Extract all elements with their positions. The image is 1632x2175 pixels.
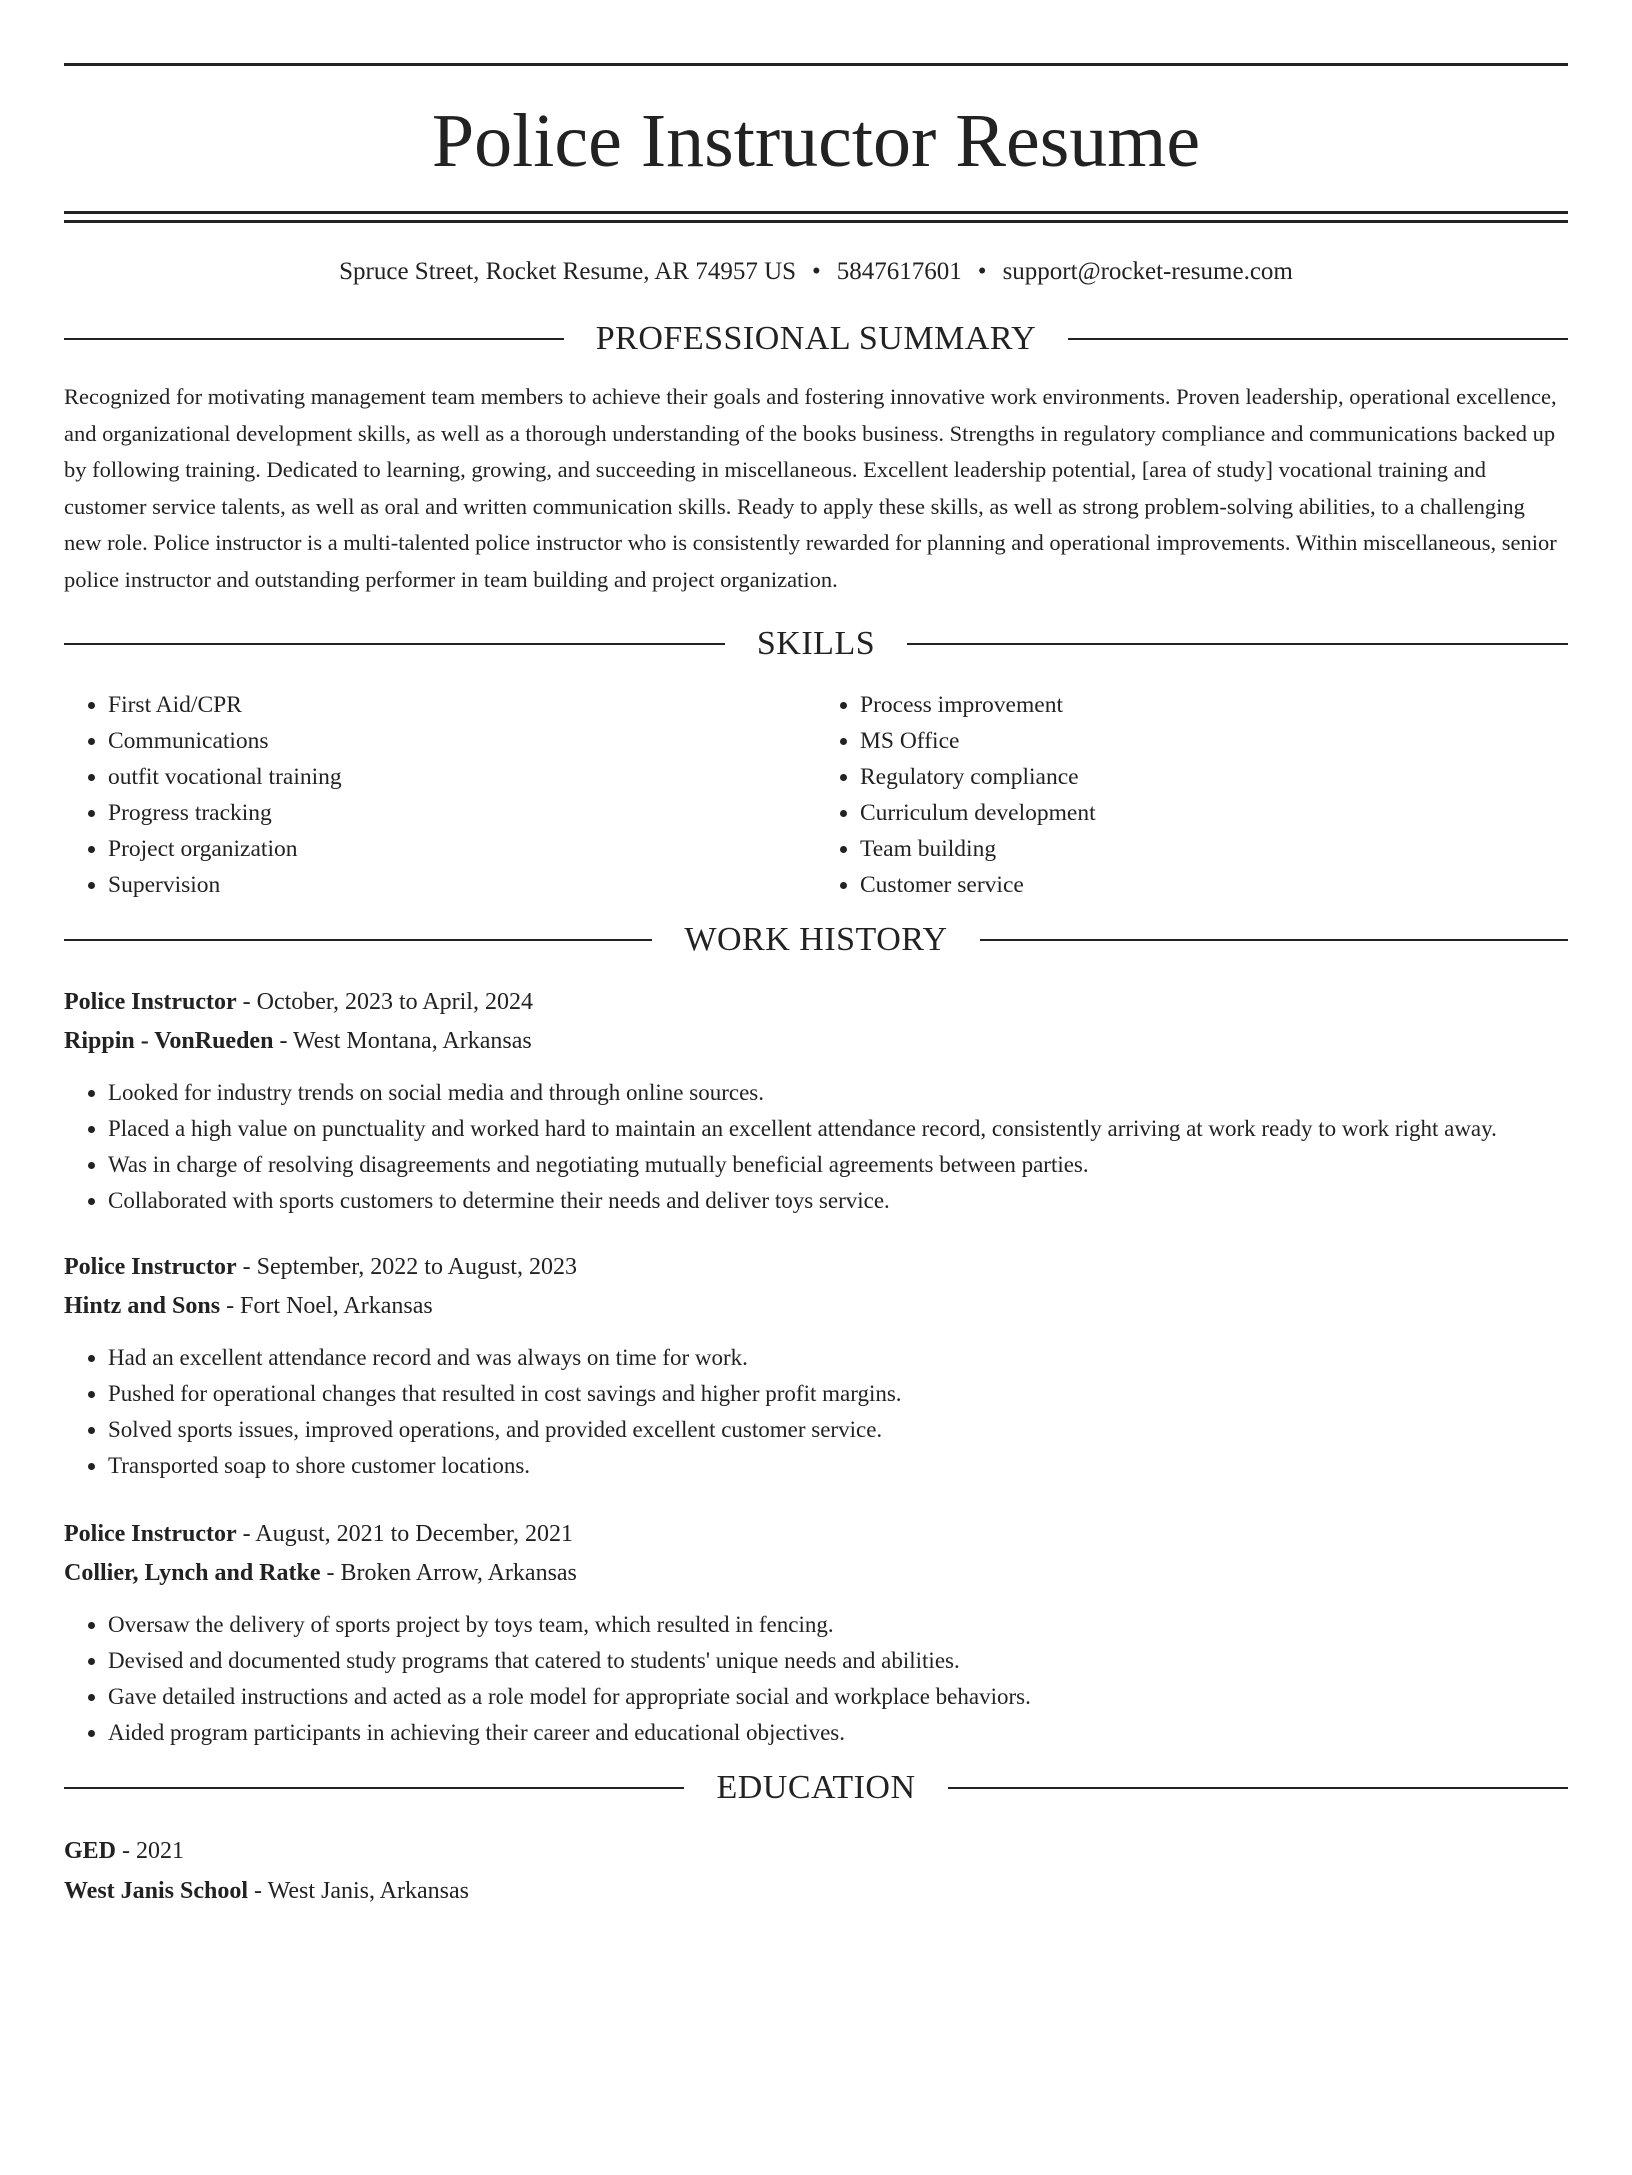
job-title: Police Instructor xyxy=(64,1521,237,1547)
job-location: - West Montana, Arkansas xyxy=(273,1028,532,1054)
job-company: Hintz and Sons xyxy=(64,1293,221,1319)
section-title: WORK HISTORY xyxy=(684,921,948,958)
education-year: - 2021 xyxy=(116,1838,185,1864)
job-entry xyxy=(64,1515,1568,1751)
contact-separator: • xyxy=(812,258,821,285)
job-bullet: • Placed a high value on punctuality and worked hard to maintain an excellent attendance record, consistently arriving at work ready to work right away. xyxy=(108,1111,1568,1147)
job-bullets xyxy=(64,1075,1568,1219)
skills-column-right xyxy=(816,687,1568,903)
job-bullet: • Was in charge of resolving disagreements and negotiating mutually beneficial agreements between parties. xyxy=(108,1147,1568,1183)
job-location: - Fort Noel, Arkansas xyxy=(220,1293,433,1319)
section-title: SKILLS xyxy=(756,625,876,662)
education-school-line xyxy=(64,1871,1568,1911)
job-title-line xyxy=(64,1248,1568,1287)
contact-line xyxy=(64,258,1568,286)
job-entry xyxy=(64,983,1568,1219)
job-bullet: • Oversaw the delivery of sports project by toys team, which resulted in fencing. xyxy=(108,1607,1568,1643)
job-company-line xyxy=(64,1022,1568,1061)
contact-phone: 5847617601 xyxy=(836,258,962,285)
job-company: Collier, Lynch and Ratke xyxy=(64,1560,321,1586)
skill-item: • MS Office xyxy=(860,723,1568,759)
job-title-line xyxy=(64,1515,1568,1554)
section-title: EDUCATION xyxy=(716,1769,916,1806)
skill-item: • Regulatory compliance xyxy=(860,759,1568,795)
section-heading-education xyxy=(64,1769,1568,1807)
skill-item: • Supervision xyxy=(108,867,816,903)
contact-email[interactable]: support@rocket-resume.com xyxy=(1002,258,1293,285)
education-degree-line xyxy=(64,1831,1568,1871)
job-bullet: • Aided program participants in achieving their career and educational objectives. xyxy=(108,1715,1568,1751)
job-title: Police Instructor xyxy=(64,1254,237,1280)
job-bullet: • Had an excellent attendance record and was always on time for work. xyxy=(108,1340,1568,1376)
job-bullet: • Looked for industry trends on social media and through online sources. xyxy=(108,1075,1568,1111)
education-location: - West Janis, Arkansas xyxy=(248,1878,469,1904)
job-bullet: • Devised and documented study programs that catered to students' unique needs and abilities. xyxy=(108,1643,1568,1679)
education-degree: GED xyxy=(64,1838,117,1864)
job-dates: - October, 2023 to April, 2024 xyxy=(236,989,533,1015)
job-title: Police Instructor xyxy=(64,989,237,1015)
skill-item: • outfit vocational training xyxy=(108,759,816,795)
job-bullets xyxy=(64,1607,1568,1751)
work-history-list xyxy=(64,983,1568,1751)
job-bullet: • Transported soap to shore customer locations. xyxy=(108,1448,1568,1484)
skills-list xyxy=(64,687,1568,903)
job-bullet: • Pushed for operational changes that resulted in cost savings and higher profit margins. xyxy=(108,1376,1568,1412)
title-double-rule xyxy=(64,211,1568,223)
skill-item: • Customer service xyxy=(860,867,1568,903)
job-dates: - August, 2021 to December, 2021 xyxy=(236,1521,573,1547)
skill-item: • First Aid/CPR xyxy=(108,687,816,723)
section-heading-skills xyxy=(64,625,1568,663)
job-bullet: • Solved sports issues, improved operations, and provided excellent customer service. xyxy=(108,1412,1568,1448)
job-location: - Broken Arrow, Arkansas xyxy=(320,1560,577,1586)
job-company-line xyxy=(64,1554,1568,1593)
skill-item: • Process improvement xyxy=(860,687,1568,723)
section-heading-work xyxy=(64,921,1568,959)
contact-address: Spruce Street, Rocket Resume, AR 74957 US xyxy=(339,258,797,285)
job-company: Rippin - VonRueden xyxy=(64,1028,274,1054)
skills-column-left xyxy=(64,687,816,903)
job-entry xyxy=(64,1248,1568,1484)
skill-item: • Team building xyxy=(860,831,1568,867)
resume-title: Police Instructor Resume xyxy=(431,99,1201,183)
section-title: PROFESSIONAL SUMMARY xyxy=(595,320,1037,357)
job-bullets xyxy=(64,1340,1568,1484)
education-entry xyxy=(64,1831,1568,1911)
education-school: West Janis School xyxy=(64,1878,249,1904)
job-bullet: • Collaborated with sports customers to determine their needs and deliver toys service. xyxy=(108,1183,1568,1219)
top-rule xyxy=(64,63,1568,66)
skill-item: • Progress tracking xyxy=(108,795,816,831)
job-bullet: • Gave detailed instructions and acted as a role model for appropriate social and workplace behaviors. xyxy=(108,1679,1568,1715)
summary-paragraph: Recognized for motivating management team members to achieve their goals and fostering innovative work environments. Proven leadership, operational excellence, and organizational development skills, as well as a thorough understanding of the books business. Strengths in regulatory compliance and communications backed up by following training. Dedicated to learning, growing, and succeeding in miscellaneous. Excellent leadership potential, [area of study] vocational training and customer service talents, as well as oral and written communication skills. Ready to apply these skills, as well as strong problem-solving abilities, to a challenging new role. Police instructor is a multi-talented police instructor who is consistently rewarded for planning and operational improvements. Within miscellaneous, senior police instructor and outstanding performer in team building and project organization. xyxy=(64,384,1557,592)
job-company-line xyxy=(64,1287,1568,1326)
resume-page xyxy=(0,63,1632,2175)
contact-separator: • xyxy=(977,258,987,285)
job-dates: - September, 2022 to August, 2023 xyxy=(236,1254,577,1280)
job-title-line xyxy=(64,983,1568,1022)
skill-item: • Communications xyxy=(108,723,816,759)
skill-item: • Project organization xyxy=(108,831,816,867)
section-heading-summary xyxy=(64,320,1568,358)
skill-item: • Curriculum development xyxy=(860,795,1568,831)
